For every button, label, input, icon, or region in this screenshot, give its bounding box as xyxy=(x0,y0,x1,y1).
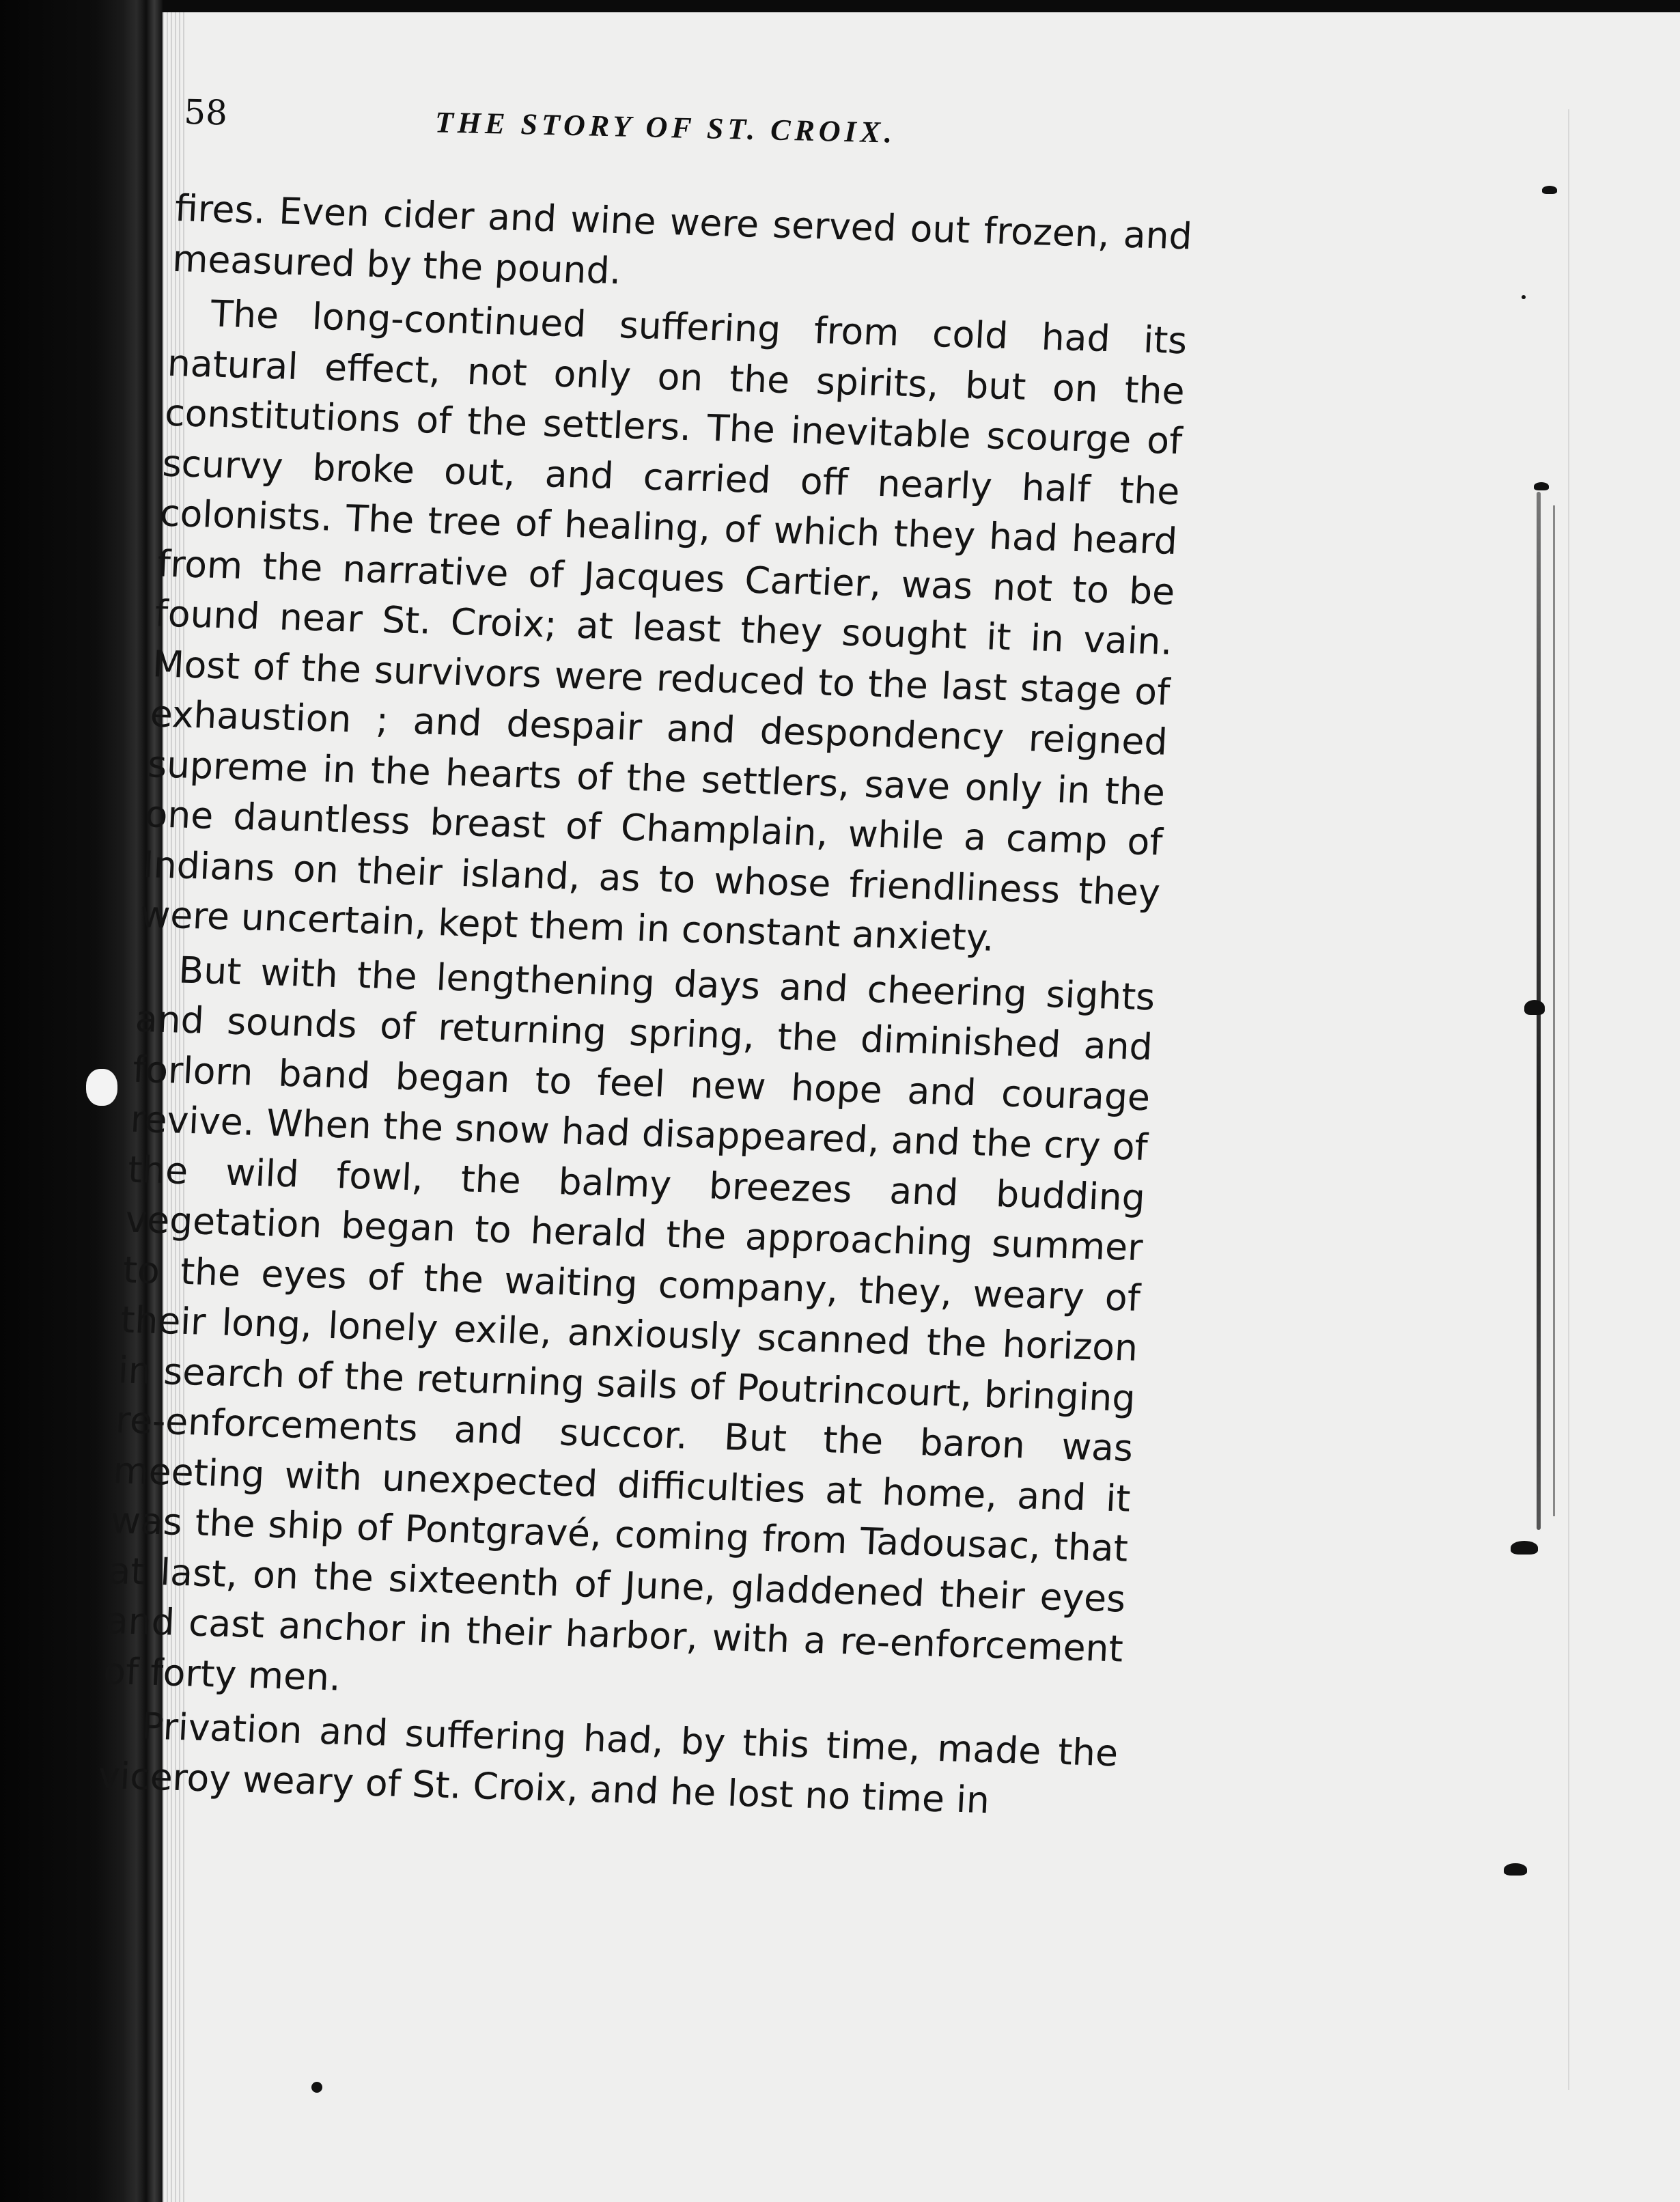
scan-speck xyxy=(1511,1541,1538,1555)
paragraph-1: fires. Even cider and wine were served out frozen, and measured by the pound. xyxy=(171,186,1194,292)
scan-speck xyxy=(1534,482,1549,490)
page-number: 58 xyxy=(183,92,228,133)
paragraph-2: The long-continued suffering from cold had its natural effect, not only on the spirits, but on the constitutions of the settlers. The inevitable scourge of scurvy broke out, and carried off nearly half the colonists. The tree of healing, of which they had heard from the narrative of Jacques Cartier, was not to be found near St. Croix; at least they sought it in vain. Most of the survivors were reduced to the last stage of exhaustion ; and despair and despondency reigned supreme in the hearts of the settlers, save only in the one dauntless breast of Champlain, while a camp of Indians on their island, as to whose friendliness they were uncertain, kept them in constant anxiety. xyxy=(139,292,1188,960)
running-head: THE STORY OF ST. CROIX. xyxy=(434,105,897,150)
scan-speck xyxy=(1542,186,1557,194)
scan-blemish xyxy=(86,1069,117,1106)
scan-scratch-thin xyxy=(1553,505,1555,1516)
paragraph-3: But with the lengthening days and cheering sights and sounds of returning spring, the diminished and forlorn band began to feel new hope and courage revive. When the snow had disappeared, and the cry of the wild fowl, the balmy breezes and budding vegetation began to herald the approaching summer to the eyes of the waiting company, they, weary of their long, lonely exile, anxiously scanned the horizon in search of the returning sails of Poutrincourt, bringing re-enforcements and succor. But the baron was meeting with unexpected difficulties at home, and it was the ship of Pontgravé, coming from Tadousac, that at last, on the sixteenth of June, gladdened their eyes and cast anchor in their harbor, with a re-enforcement of forty men. xyxy=(102,948,1156,1699)
paragraph-4: Privation and suffering had, by this time, made the viceroy weary of St. Croix, and he lost no time in xyxy=(97,1704,1119,1822)
scan-top-border xyxy=(163,0,1680,12)
scan-speck xyxy=(1524,1000,1545,1015)
scan-speck xyxy=(1522,295,1526,299)
scan-speck xyxy=(1504,1863,1527,1876)
scan-margin-line xyxy=(1568,109,1569,2090)
body-text xyxy=(97,183,1193,1828)
scan-speck xyxy=(311,2082,322,2093)
